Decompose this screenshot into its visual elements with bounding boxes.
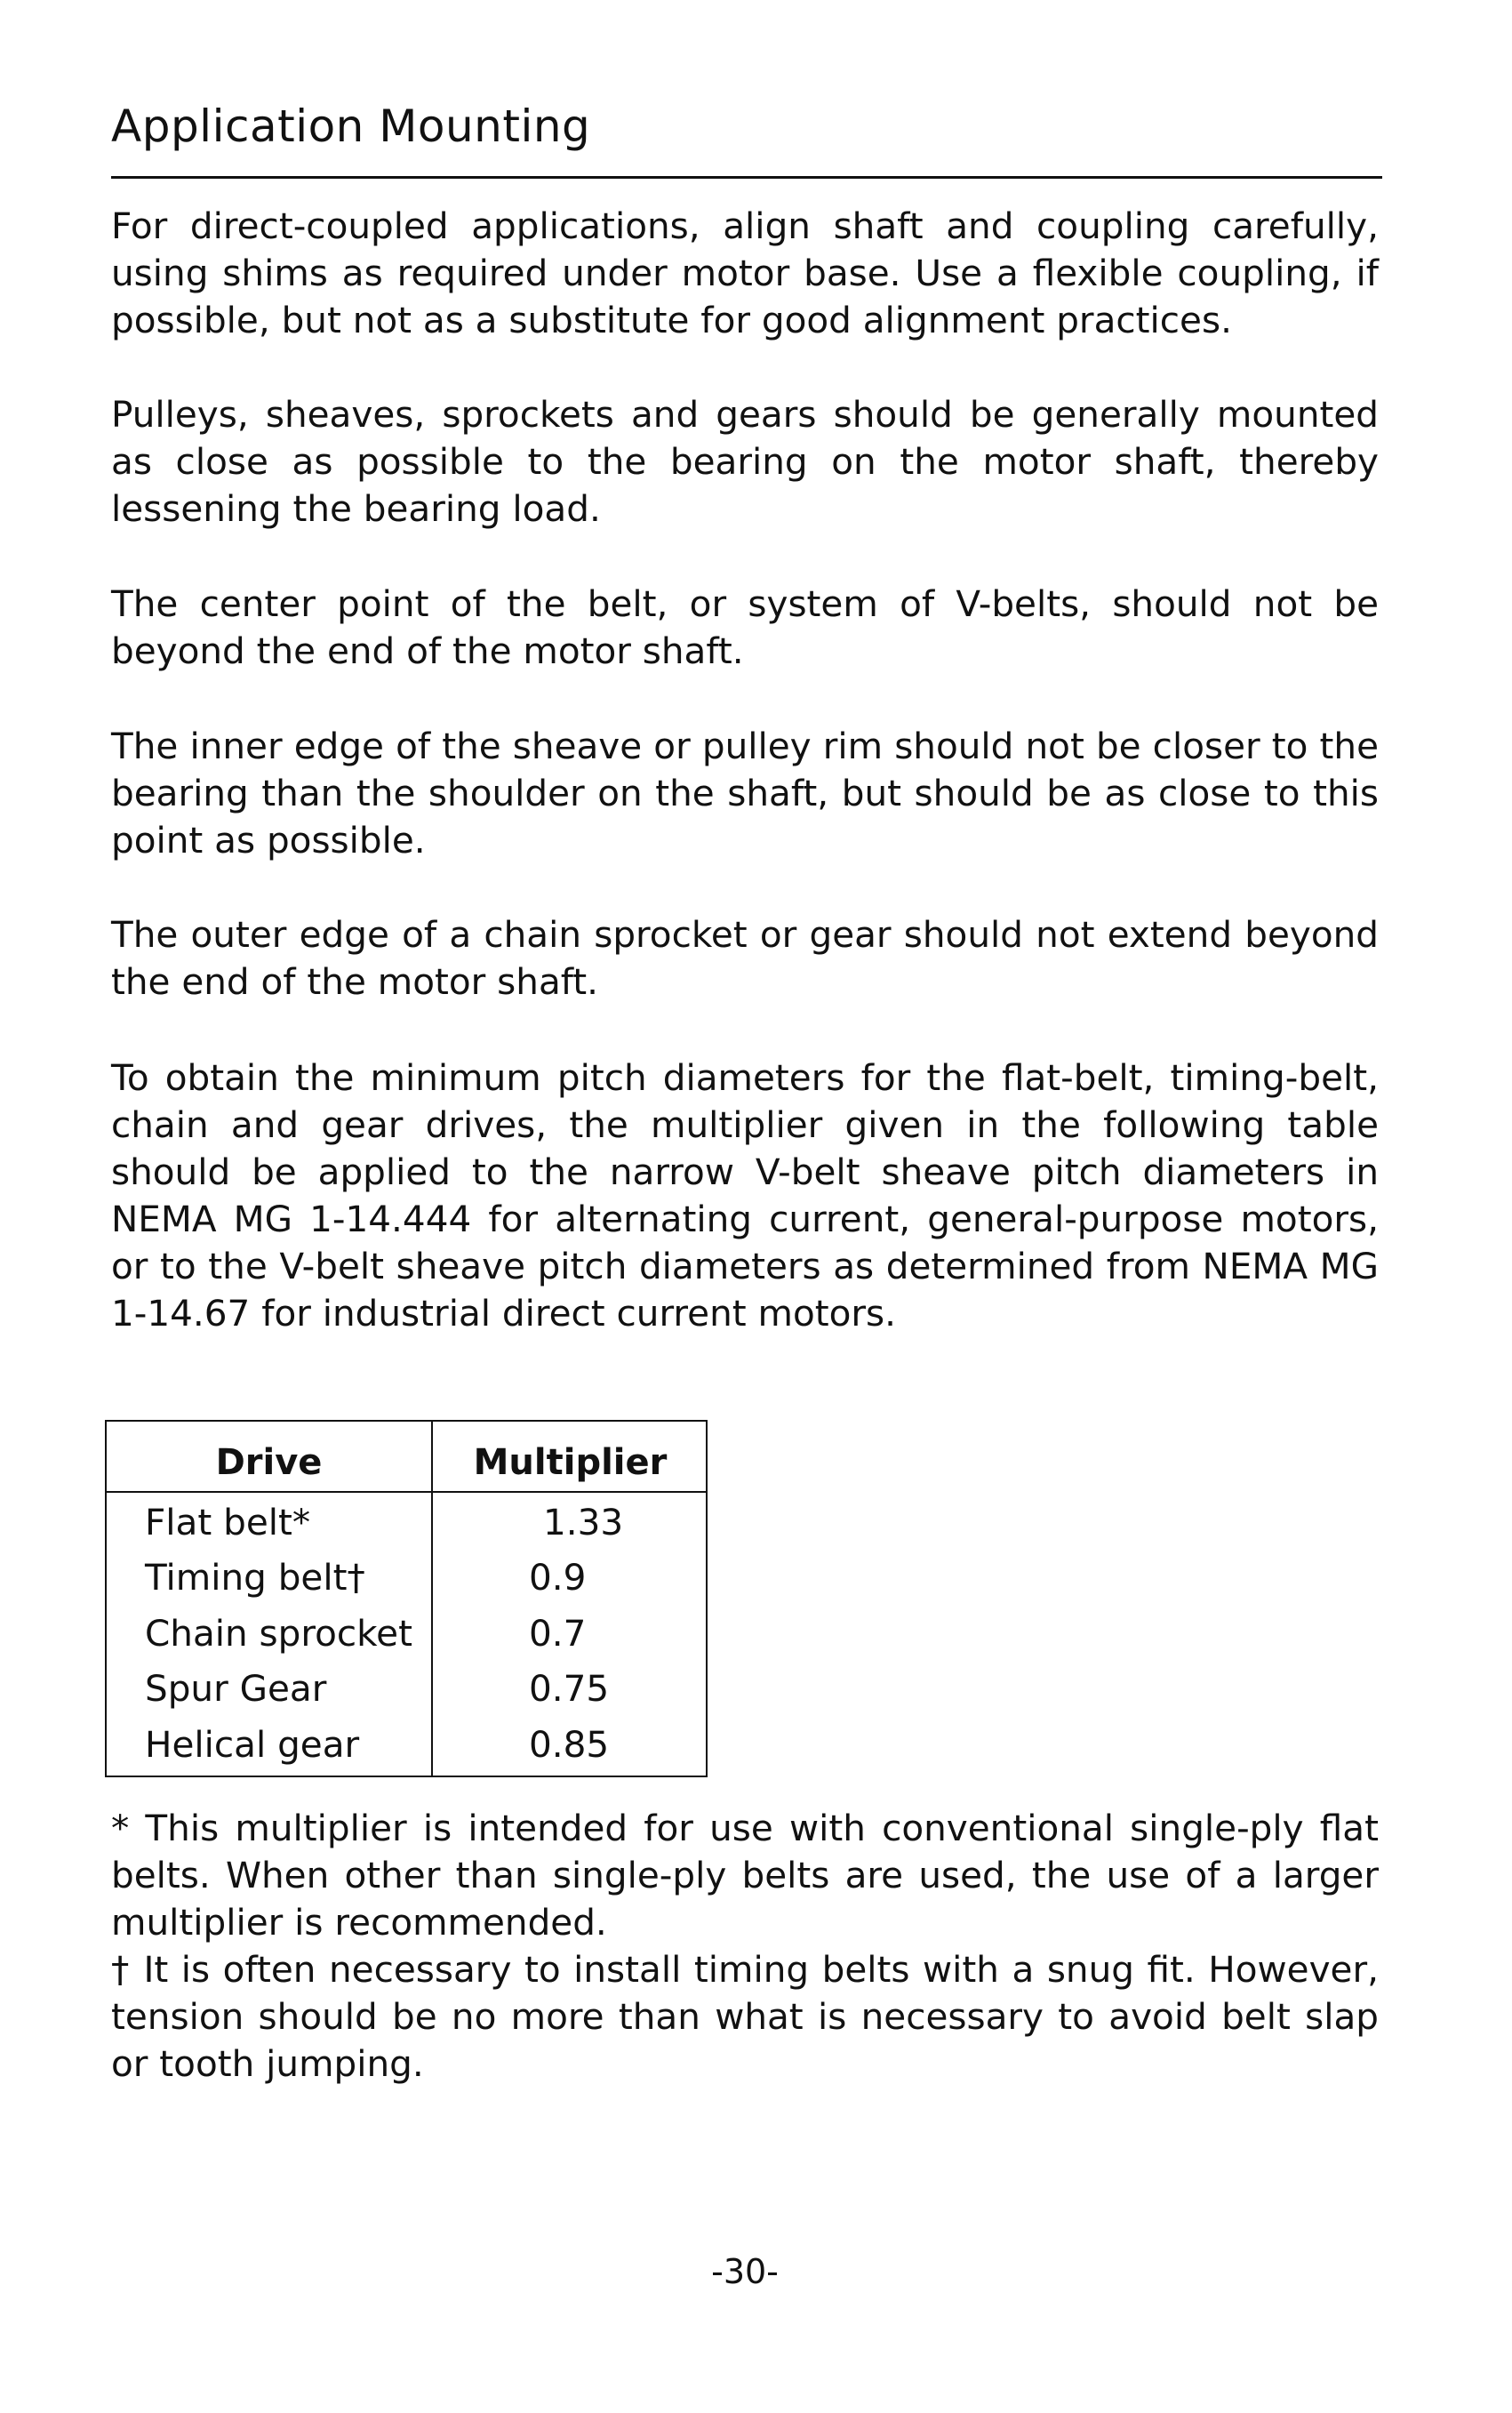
table-body: [107, 1495, 706, 1772]
paragraph: The inner edge of the sheave or pulley rim should not be closer to the bearing than the shoulder on the shaft, but should be as close to this point as possible.: [111, 725, 1379, 862]
table-row: [107, 1550, 706, 1605]
drive-cell: Chain sprocket: [145, 1611, 412, 1655]
table-row: [107, 1661, 706, 1716]
drive-cell: Helical gear: [145, 1722, 360, 1766]
column-header-multiplier: Multiplier: [473, 1442, 668, 1483]
table-row: [107, 1495, 706, 1550]
heading-rule: [111, 176, 1382, 179]
table-row: [107, 1717, 706, 1772]
footnote-asterisk: * This multiplier is intended for use with conventional single-ply flat belts. When other than single-ply belts are used, the use of a larger multiplier is recommended.: [111, 1807, 1379, 1944]
multiplier-table: [105, 1420, 708, 1777]
paragraph: To obtain the minimum pitch diameters for the flat-belt, timing-belt, chain and gear drives, the multiplier given in the following table should be applied to the narrow V-belt sheave pitch diameters in NEMA MG 1-14.444 for alternating current, general-purpose motors, or to the V-belt sheave pitch diameters as determined from NEMA MG 1-14.67 for industrial direct current motors.: [111, 1056, 1379, 1335]
footnote-dagger: † It is often necessary to install timing belts with a snug fit. However, tension should be no more than what is necessary to avoid belt slap or tooth jumping.: [111, 1948, 1379, 2085]
drive-cell: Timing belt†: [145, 1556, 365, 1599]
paragraph: Pulleys, sheaves, sprockets and gears should be generally mounted as close as possible to the bearing on the motor shaft, thereby lessening the bearing load.: [111, 393, 1379, 530]
multiplier-cell: 0.7: [529, 1611, 587, 1655]
paragraph: The outer edge of a chain sprocket or gear should not extend beyond the end of the motor shaft.: [111, 913, 1379, 1003]
drive-cell: Spur Gear: [145, 1667, 327, 1711]
column-header-drive: Drive: [215, 1442, 323, 1483]
table-row: [107, 1606, 706, 1661]
multiplier-cell: 1.33: [543, 1501, 624, 1543]
drive-cell: Flat belt*: [145, 1501, 311, 1543]
multiplier-cell: 0.85: [529, 1722, 610, 1766]
multiplier-cell: 0.9: [529, 1556, 587, 1599]
page-number: -30-: [711, 2252, 779, 2291]
multiplier-cell: 0.75: [529, 1667, 610, 1711]
header-rule: [107, 1491, 706, 1493]
page-title: Application Mounting: [111, 100, 591, 152]
paragraph: The center point of the belt, or system of V-belts, should not be beyond the end of the motor shaft.: [111, 582, 1379, 672]
paragraph: For direct-coupled applications, align shaft and coupling carefully, using shims as required under motor base. Use a flexible coupling, if possible, but not as a substitute for good alignment practices.: [111, 204, 1379, 341]
